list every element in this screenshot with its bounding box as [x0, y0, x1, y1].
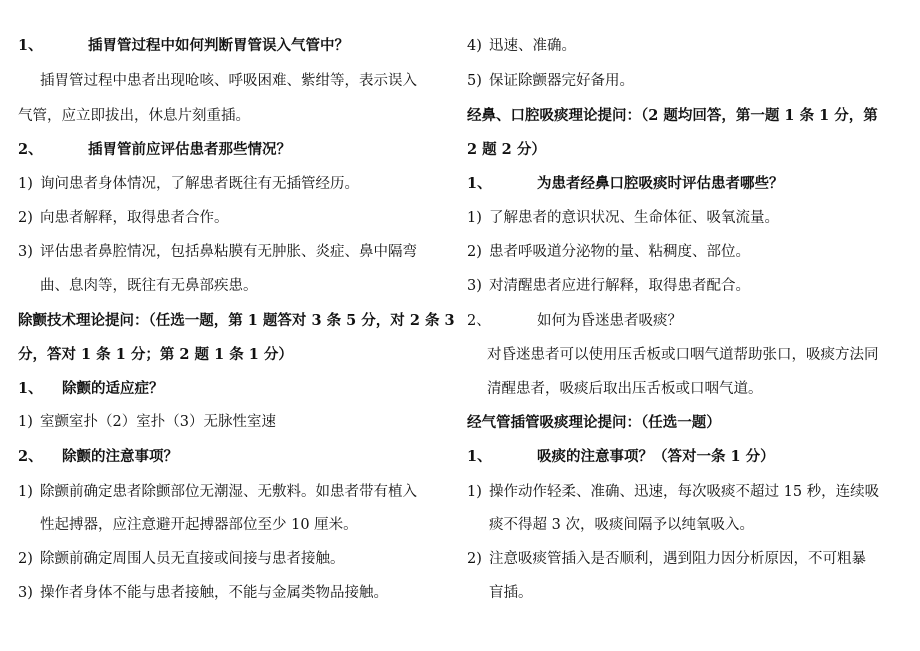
right-line-10: 对昏迷患者可以使用压舌板或口咽气道帮助张口，吸痰方法同: [487, 347, 879, 363]
left-line-4: 2、 插胃管前应评估患者那些情况？: [18, 141, 291, 158]
right-line-13: 1、 吸痰的注意事项？（答对一条 1 分）: [467, 448, 775, 465]
right-line-7: 2) 患者呼吸道分泌物的量、粘稠度、部位。: [467, 244, 750, 260]
left-line-12: 1) 室颤室扑（2）室扑（3）无脉性室速: [18, 414, 276, 430]
right-line-16: 2) 注意吸痰管插入是否顺利，遇到阻力因分析原因，不可粗暴: [467, 551, 866, 567]
left-line-13: 2、 除颤的注意事项？: [18, 448, 178, 465]
left-line-15: 性起搏器，应注意避开起搏器部位至少 10 厘米。: [40, 517, 358, 533]
right-line-6: 1) 了解患者的意识状况、生命体征、吸氧流量。: [467, 210, 779, 226]
left-line-11: 1、 除颤的适应症？: [18, 380, 164, 397]
left-line-2: 插胃管过程中患者出现呛咳、呼吸困难、紫绀等，表示误入: [40, 73, 417, 89]
left-line-1: 1、 插胃管过程中如何判断胃管误入气管中？: [18, 37, 349, 54]
left-line-16: 2) 除颤前确定周围人员无直接或间接与患者接触。: [18, 551, 345, 567]
right-line-4: 2 题 2 分）: [467, 141, 546, 158]
right-line-3: 经鼻、口腔吸痰理论提问：（2 题均回答，第一题 1 条 1 分，第: [467, 107, 878, 124]
right-line-2: 5) 保证除颤器完好备用。: [467, 73, 634, 89]
left-line-3: 气管，应立即拔出，休息片刻重插。: [18, 108, 250, 124]
right-line-11: 清醒患者，吸痰后取出压舌板或口咽气道。: [487, 381, 763, 397]
right-line-8: 3) 对清醒患者应进行解释，取得患者配合。: [467, 278, 750, 294]
right-line-15: 痰不得超 3 次，吸痰间隔予以纯氧吸入。: [489, 517, 754, 533]
left-line-10: 分，答对 1 条 1 分；第 2 题 1 条 1 分）: [18, 346, 293, 363]
left-line-5: 1) 询问患者身体情况，了解患者既往有无插管经历。: [18, 176, 359, 192]
right-line-12: 经气管插管吸痰理论提问：（任选一题）: [467, 414, 721, 431]
left-line-8: 曲、息肉等，既往有无鼻部疾患。: [40, 278, 258, 294]
left-line-9: 除颤技术理论提问：（任选一题，第 1 题答对 3 条 5 分，对 2 条 3: [18, 312, 455, 329]
right-line-14: 1) 操作动作轻柔、准确、迅速，每次吸痰不超过 15 秒，连续吸: [467, 484, 880, 500]
right-line-1: 4) 迅速、准确。: [467, 38, 576, 54]
left-line-7: 3) 评估患者鼻腔情况，包括鼻粘膜有无肿胀、炎症、鼻中隔弯: [18, 244, 417, 260]
left-line-6: 2) 向患者解释，取得患者合作。: [18, 210, 229, 226]
right-line-9: 2、 如何为昏迷患者吸痰？: [467, 313, 682, 329]
left-line-17: 3) 操作者身体不能与患者接触，不能与金属类物品接触。: [18, 585, 388, 601]
right-line-5: 1、 为患者经鼻口腔吸痰时评估患者哪些？: [467, 175, 784, 192]
right-line-17: 盲插。: [489, 585, 533, 601]
left-line-14: 1) 除颤前确定患者除颤部位无潮湿、无敷料。如患者带有植入: [18, 484, 417, 500]
